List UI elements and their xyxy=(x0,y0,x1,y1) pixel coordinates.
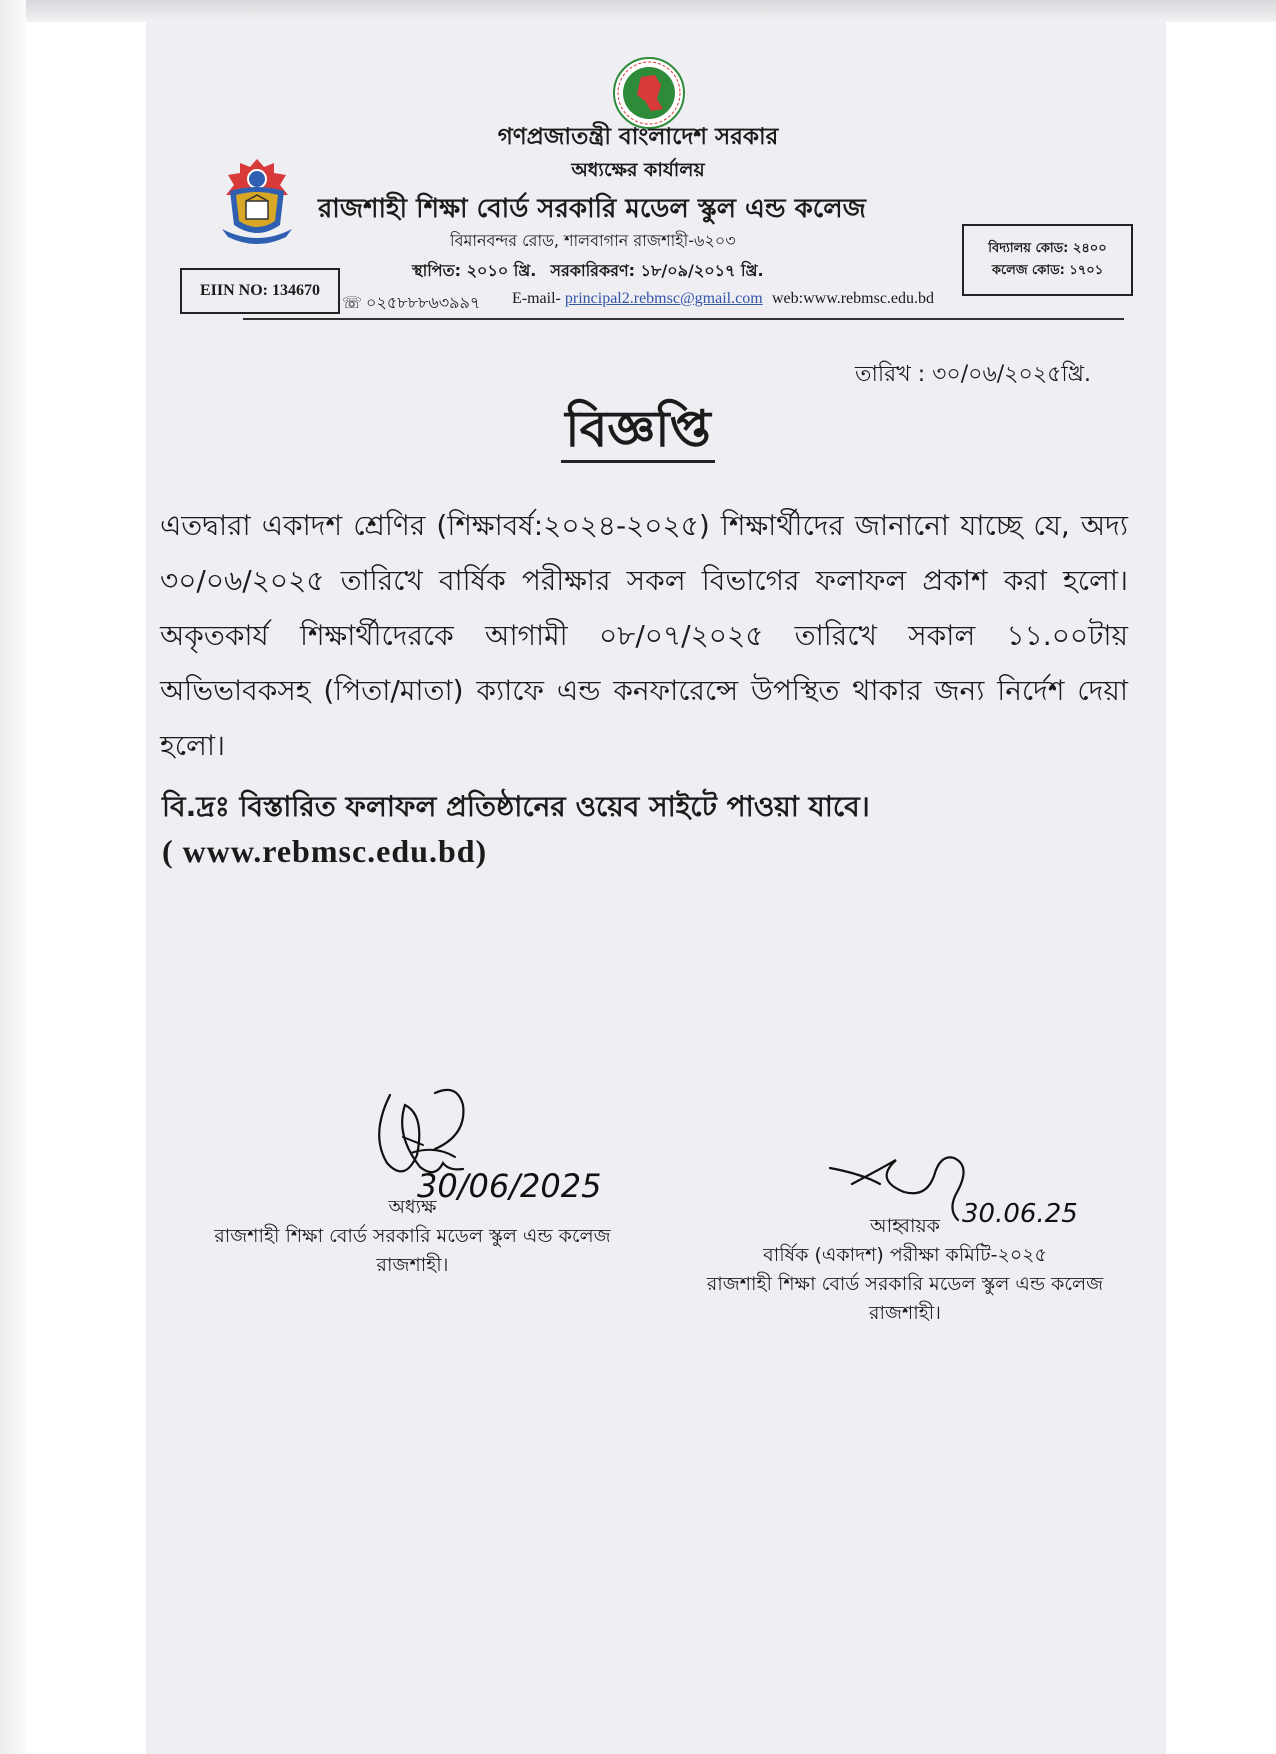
convener-designation: আহ্বায়ক xyxy=(870,1215,940,1237)
school-code: বিদ্যালয় কোড: ২৪০০ xyxy=(988,241,1107,256)
principal-signature-date: 30/06/2025 xyxy=(417,1167,602,1205)
establishment-info xyxy=(412,258,778,285)
institution-address: বিমানবন্দর রোড, শালবাগান রাজশাহী-৬২০৩ xyxy=(450,231,736,250)
code-box xyxy=(962,224,1133,296)
convener-committee: বার্ষিক (একাদশ) পরীক্ষা কমিটি-২০২৫ xyxy=(763,1244,1047,1266)
notice-note: বি.দ্রঃ বিস্তারিত ফলাফল প্রতিষ্ঠানের ওয়েব সাইটে পাওয়া যাবে। xyxy=(162,790,870,823)
notice-title xyxy=(0,392,1276,475)
government-name: গণপ্রজাতন্ত্রী বাংলাদেশ সরকার xyxy=(497,124,779,150)
principal-institution: রাজশাহী শিক্ষা বোর্ড সরকারি মডেল স্কুল এন্ড কলেজ xyxy=(214,1225,611,1247)
notice-date: তারিখ : ৩০/০৬/২০২৫খ্রি. xyxy=(855,362,1092,387)
convener-city: রাজশাহী। xyxy=(869,1302,941,1324)
notice-note-url: ( www.rebmsc.edu.bd) xyxy=(162,833,488,869)
office-name: অধ্যক্ষের কার্যালয় xyxy=(571,159,705,181)
established-date: স্থাপিত: ২০১০ খ্রি. xyxy=(412,261,537,280)
principal-signature-block xyxy=(175,1193,650,1280)
email-label: E-mail- xyxy=(512,290,561,307)
convener-signature-block xyxy=(675,1212,1135,1328)
college-code: কলেজ কোড: ১৭০১ xyxy=(991,263,1104,278)
website-url: web:www.rebmsc.edu.bd xyxy=(772,290,935,307)
contact-line xyxy=(342,288,947,310)
notice-title-text: বিজ্ঞপ্তি xyxy=(561,400,714,463)
eiin-box: EIIN NO: 134670 xyxy=(180,268,340,314)
principal-city: রাজশাহী। xyxy=(376,1254,449,1276)
nationalized-date: সরকারিকরণ: ১৮/০৯/২০১৭ খ্রি. xyxy=(550,261,764,280)
header-divider xyxy=(243,318,1124,320)
notice-body: এতদ্বারা একাদশ শ্রেণির (শিক্ষাবর্ষ:২০২৪-২০২৫) শিক্ষার্থীদের জানানো যাচ্ছে যে, অদ্য ৩০/০৬/২০২৫ তারিখে বার্ষিক পরীক্ষার সকল বিভাগের ফলাফল প্রকাশ করা হলো। অকৃতকার্য শিক্ষার্থীদেরকে আগামী ০৮/০৭/২০২৫ তারিখে সকাল ১১.০০টায় অভিভাবকসহ (পিতা/মাতা) ক্যাফে এন্ড কনফারেন্সে উপস্থিত থাকার জন্য নির্দেশ দেয়া হলো। xyxy=(160,509,1128,762)
convener-signature-date: 30.06.25 xyxy=(962,1199,1078,1229)
email-link[interactable]: principal2.rebmsc@gmail.com xyxy=(564,290,763,307)
email-line xyxy=(512,290,763,308)
phone-number: ☏ ০২৫৮৮৮৬৩৯৯৭ xyxy=(342,295,481,312)
principal-designation: অধ্যক্ষ xyxy=(388,1196,437,1218)
institution-name: রাজশাহী শিক্ষা বোর্ড সরকারি মডেল স্কুল এন্ড কলেজ xyxy=(318,194,866,224)
convener-institution: রাজশাহী শিক্ষা বোর্ড সরকারি মডেল স্কুল এন্ড কলেজ xyxy=(706,1273,1104,1295)
